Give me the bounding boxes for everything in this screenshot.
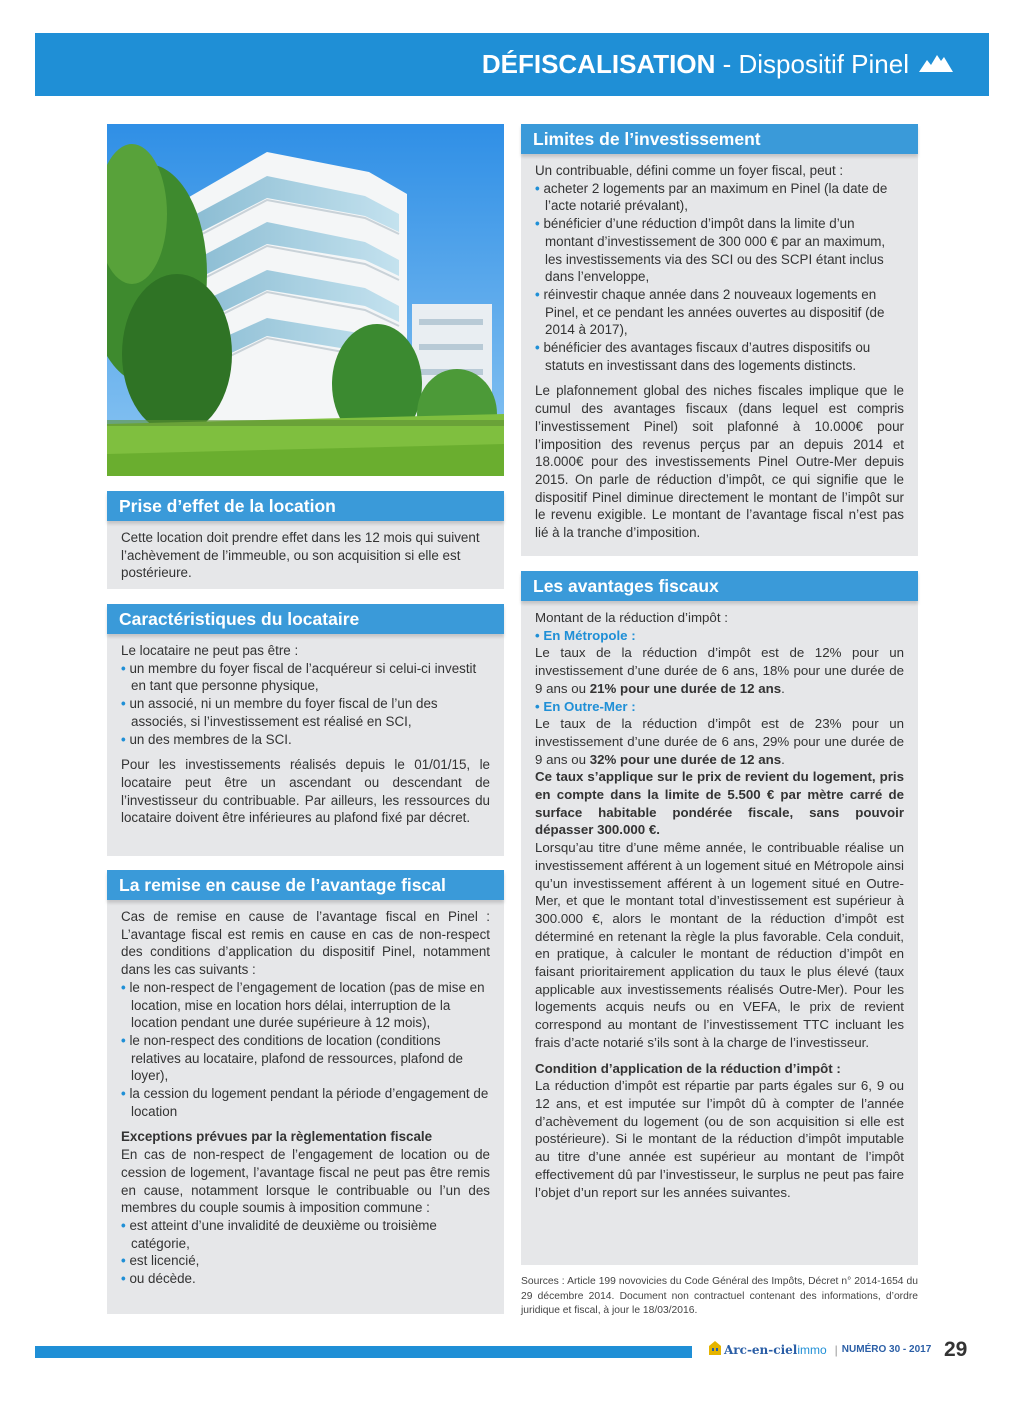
limites-list [535, 180, 904, 375]
footer-brand-suffix: immo [797, 1342, 827, 1357]
prix-revient-text: Ce taux s’applique sur le prix de revient du logement, pris en compte dans la limite de 5.500 € par mètre carré de surface habitable pondérée fiscale, sans pouvoir dépasser 300.000 €. [535, 769, 904, 838]
list-item: • bénéficier d’une réduction d’impôt dans la limite d’un montant d’investissement de 300 000 € par an maximum, les investissements via des SCI ou des SCPI étant inclus dans l’enveloppe, [535, 216, 886, 285]
remise-list [121, 979, 490, 1121]
remise-intro: Cas de remise en cause de l’avantage fiscal en Pinel : L’avantage fiscal est remis en cause en cas de non-respect des conditions d’application du dispositif Pinel, notamment dans les cas suivants : [121, 909, 490, 978]
list-item: • ou décède. [121, 1271, 196, 1287]
header-title-rest: - Dispositif Pinel [715, 49, 909, 79]
list-item: • un associé, ni un membre du foyer fiscal de l’un des associés, si l’investissement est réalisé en SCI, [121, 696, 438, 729]
limites-section [521, 124, 918, 556]
avantages-section [521, 571, 918, 1265]
avantages-title: Les avantages fiscaux [521, 571, 918, 601]
footer-issue: NUMÉRO 30 - 2017 [841, 1344, 932, 1355]
avantages-intro: Montant de la réduction d’impôt : [535, 610, 728, 625]
list-item: • la cession du logement pendant la période d’engagement de location [121, 1086, 489, 1119]
list-item: • est atteint d’une invalidité de deuxième ou troisième catégorie, [121, 1217, 437, 1251]
prise-effet-text: Cette location doit prendre effet dans les 12 mois qui suivent l’achèvement de l’immeuble, ou son acquisition si elle est postérieure. [121, 530, 480, 581]
metropole-text: Le taux de la réduction d’impôt est de 12% pour un investissement d’une durée de 6 ans, 18% pour une durée de 9 ans ou 21% pour une durée de 12 ans. [535, 645, 904, 696]
header-title-bold: DÉFISCALISATION [481, 49, 716, 79]
list-item: • le non-respect des conditions de location (conditions relatives au locataire, plafond de ressources, plafond de loyer), [121, 1032, 463, 1084]
condition-title: Condition d’application de la réduction d’impôt : [535, 1060, 841, 1076]
prise-effet-title: Prise d’effet de la location [107, 491, 504, 521]
footer-logo [709, 1341, 931, 1358]
locataire-para: Pour les investissements réalisés depuis le 01/01/15, le locataire peut être un ascendant ou descendant de l’investisseur du contribuable. Par ailleurs, les ressources du locataire doivent être inférieures au plafond fixé par décret. [121, 757, 490, 826]
locataire-intro: Le locataire ne peut pas être : [121, 643, 299, 658]
house-icon [709, 1341, 721, 1358]
avantages-para: Lorsqu’au titre d’une même année, le contribuable réalise un investissement afférent à un logement situé en Métropole ainsi qu’un investissement afférent à un logement situé en Outre-Mer, et que le montant total d’investissement est supérieur à 300.000 €, alors le montant de la réduction d’impôt est déterminé en retenant la règle la plus favorable. Cela conduit, en pratique, à calculer le montant de réduction d’impôt en faisant prioritairement application du taux le plus élevé (taux applicable aux investissements réalisés Outre-Mer). Pour les logements acquis neufs ou en VEFA, le prix de revient correspond au montant de l’investissement TTC incluant les frais d’acte notarié s’ils sont à la charge de l’investisseur. [535, 840, 904, 1050]
page-number: 29 [944, 1338, 968, 1361]
header-banner [35, 33, 989, 96]
building-photo [107, 124, 504, 476]
outremer-text: Le taux de la réduction d’impôt est de 23% pour un investissement d’une durée de 6 ans, 29% pour une durée de 9 ans ou 32% pour une durée de 12 ans. [535, 716, 904, 767]
list-item: • un membre du foyer fiscal de l’acquéreur si celui-ci investit en tant que personne physique, [121, 660, 477, 694]
footer-separator: | [834, 1342, 838, 1357]
locataire-list [121, 660, 490, 749]
metropole-label: • En Métropole : [535, 627, 636, 643]
list-item: • réinvestir chaque année dans 2 nouveaux logements en Pinel, et ce pendant les années ouvertes au dispositif (de 2014 à 2017), [535, 286, 885, 338]
outremer-label: • En Outre-Mer : [535, 698, 636, 714]
list-item: • est licencié, [121, 1253, 200, 1269]
footer-bar [35, 1346, 692, 1358]
mountain-icon [919, 49, 953, 80]
remise-title: La remise en cause de l’avantage fiscal [107, 870, 504, 900]
sources-note: Sources : Article 199 novovicies du Code Général des Impôts, Décret n° 2014-1654 du 29 décembre 2014. Document non contractuel contenant des informations, d’ordre juridique et fiscal, à jour le 18/03/2016. [521, 1276, 918, 1316]
list-item: • le non-respect de l’engagement de location (pas de mise en location, mise en location hors délai, interruption de la location pendant une durée supérieure à 12 mois), [121, 979, 485, 1031]
exceptions-text: En cas de non-respect de l’engagement de location ou de cession de logement, l’avantage fiscal ne peut pas être remis en cause, notamment lorsque le contribuable ou l’un des membres du couple soumis à imposition commune : [121, 1147, 490, 1216]
footer-brand: Arc-en-ciel [724, 1342, 798, 1357]
locataire-section [107, 604, 504, 856]
remise-section [107, 870, 504, 1314]
list-item: • un des membres de la SCI. [121, 731, 292, 747]
exceptions-title: Exceptions prévues par la règlementation fiscale [121, 1129, 433, 1145]
exceptions-list [121, 1217, 490, 1288]
limites-title: Limites de l’investissement [521, 124, 918, 154]
condition-text: La réduction d’impôt est répartie par parts égales sur 6, 9 ou 12 ans, et est imputée sur l’impôt dû à compter de l’année d’achèvement du logement (ou de son acquisition si elle est postérieure). Si le montant de la réduction d’impôt imputable au titre d’une année est supérieur au montant de l’impôt effectivement dû par l’investisseur, le surplus ne peut pas faire l’objet d’un report sur les années suivantes. [535, 1078, 904, 1200]
list-item: • bénéficier des avantages fiscaux d’autres dispositifs ou statuts en investissant dans des logements distincts. [535, 340, 871, 373]
locataire-title: Caractéristiques du locataire [107, 604, 504, 634]
prise-effet-section [107, 491, 504, 589]
limites-intro: Un contribuable, défini comme un foyer fiscal, peut : [535, 163, 844, 178]
limites-para: Le plafonnement global des niches fiscales implique que le cumul des avantages fiscaux (dans lequel est compris l’investissement Pinel) soit plafonné à 10.000€ pour l’imposition des revenus perçus par an depuis 2014 et 18.000€ pour des investissements Pinel Outre-Mer depuis 2015. On parle de réduction d’impôt, ce qui signifie que le dispositif Pinel diminue directement le montant de l’impôt sur le revenu exigible. Le montant de l’avantage fiscal n’est pas lié à la tranche d’imposition. [535, 383, 904, 541]
list-item: • acheter 2 logements par an maximum en Pinel (la date de l’acte notarié prévalant), [535, 180, 888, 214]
